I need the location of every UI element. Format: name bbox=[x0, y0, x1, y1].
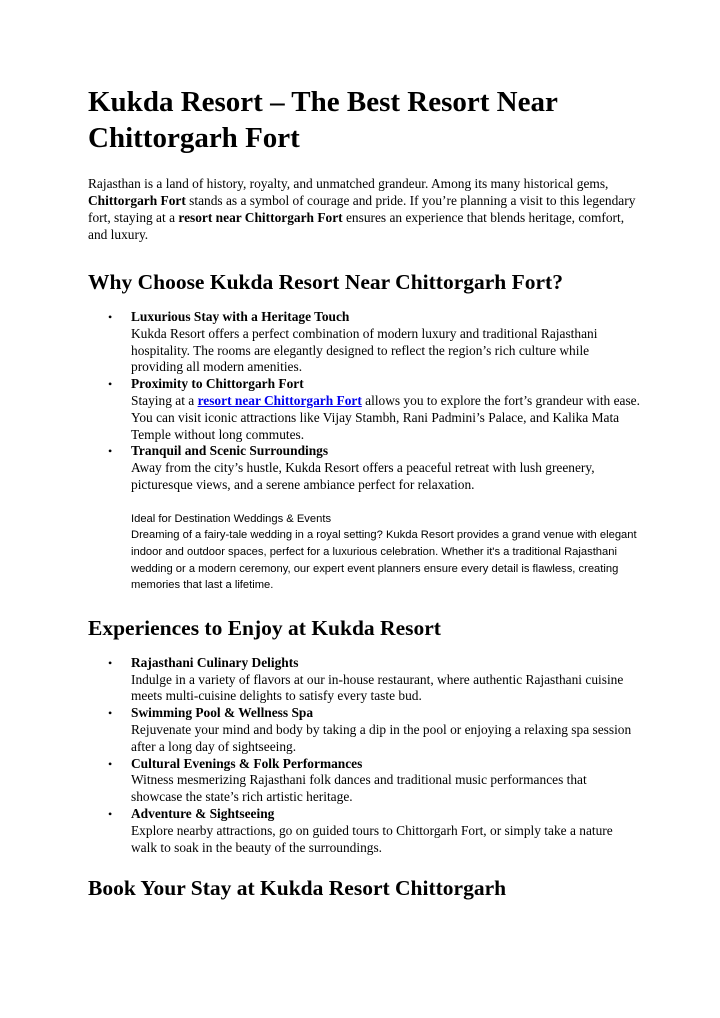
list-item bbox=[88, 655, 640, 705]
page-title: Kukda Resort – The Best Resort Near Chittorgarh Fort bbox=[88, 86, 558, 154]
list-item-desc: Explore nearby attractions, go on guided tours to Chittorgarh Fort, or simply take a nature walk to soak in the beauty of the surroundings. bbox=[131, 822, 613, 855]
intro-bold-2: resort near Chittorgarh Fort bbox=[178, 210, 343, 225]
bullet-icon: • bbox=[108, 444, 113, 459]
intro-bold-1: Chittorgarh Fort bbox=[88, 193, 186, 208]
bullet-icon: • bbox=[108, 806, 113, 821]
list-item-desc-before: Staying at a bbox=[131, 392, 198, 408]
list-item bbox=[88, 376, 640, 443]
list-item-title: Tranquil and Scenic Surroundings bbox=[131, 443, 329, 459]
intro-text-3: ensures an experience that blends heritage, comfort, and luxury. bbox=[88, 210, 625, 242]
weddings-text: Dreaming of a fairy-tale wedding in a royal setting? Kukda Resort provides a grand venue with elegant indoor and outdoor spaces, perfect for a luxurious celebration. Whether it's a traditional Rajasthani wedding or a modern ceremony, our expert event planners ensure every detail is flawless, creating memories that last a lifetime. bbox=[131, 529, 637, 592]
section-heading-experiences: Experiences to Enjoy at Kukda Resort bbox=[88, 615, 441, 640]
why-list bbox=[88, 309, 640, 494]
bullet-icon: • bbox=[108, 706, 113, 721]
bullet-icon: • bbox=[108, 655, 113, 670]
intro-text-1: Rajasthan is a land of history, royalty, and unmatched grandeur. Among its many historical gems, bbox=[88, 176, 609, 191]
list-item-desc-after: allows you to explore the fort’s grandeur with ease. You can visit iconic attractions like Vijay Stambh, Rani Padmini’s Palace, and Kalika Mata Temple without long commutes. bbox=[131, 392, 640, 442]
bullet-icon: • bbox=[108, 310, 113, 324]
intro-paragraph bbox=[88, 175, 640, 243]
resort-link[interactable]: resort near Chittorgarh Fort bbox=[197, 392, 362, 408]
list-item-title: Swimming Pool & Wellness Spa bbox=[131, 705, 314, 721]
weddings-title: Ideal for Destination Weddings & Events bbox=[131, 512, 332, 525]
list-item-title: Proximity to Chittorgarh Fort bbox=[131, 376, 304, 392]
list-item-desc: Kukda Resort offers a perfect combination of modern luxury and traditional Rajasthani hospitality. The rooms are elegantly designed to reflect the region’s rich culture while providing all modern amenities. bbox=[131, 325, 598, 375]
weddings-block bbox=[131, 511, 640, 594]
list-item-desc: Witness mesmerizing Rajasthani folk dances and traditional music performances that showcase the state’s rich artistic heritage. bbox=[131, 772, 587, 805]
section-heading-book: Book Your Stay at Kukda Resort Chittorgarh bbox=[88, 876, 507, 901]
list-item-desc: Away from the city’s hustle, Kukda Resort offers a peaceful retreat with lush greenery, picturesque views, and a serene ambiance perfect for relaxation. bbox=[131, 460, 595, 492]
document-page bbox=[88, 0, 640, 901]
bullet-icon: • bbox=[108, 377, 113, 392]
section-heading-why: Why Choose Kukda Resort Near Chittorgarh Fort? bbox=[88, 270, 563, 294]
list-item bbox=[88, 443, 640, 493]
list-item bbox=[88, 806, 640, 856]
bullet-icon: • bbox=[108, 756, 113, 771]
experiences-list bbox=[88, 655, 640, 857]
list-item-title: Cultural Evenings & Folk Performances bbox=[131, 755, 363, 771]
list-item-title: Adventure & Sightseeing bbox=[131, 805, 275, 821]
list-item-title: Luxurious Stay with a Heritage Touch bbox=[131, 309, 350, 324]
list-item-desc: Rejuvenate your mind and body by taking a dip in the pool or enjoying a relaxing spa session after a long day of sightseeing. bbox=[131, 721, 632, 754]
list-item-title: Rajasthani Culinary Delights bbox=[131, 654, 299, 670]
intro-text-2: stands as a symbol of courage and pride. If you’re planning a visit to this legendary fort, staying at a bbox=[88, 193, 636, 225]
list-item bbox=[88, 756, 640, 806]
list-item bbox=[88, 309, 640, 376]
list-item-desc: Indulge in a variety of flavors at our in-house restaurant, where authentic Rajasthani cuisine meets multi-cuisine delights to satisfy every taste bud. bbox=[131, 671, 624, 704]
list-item-desc bbox=[131, 393, 640, 443]
list-item bbox=[88, 705, 640, 755]
